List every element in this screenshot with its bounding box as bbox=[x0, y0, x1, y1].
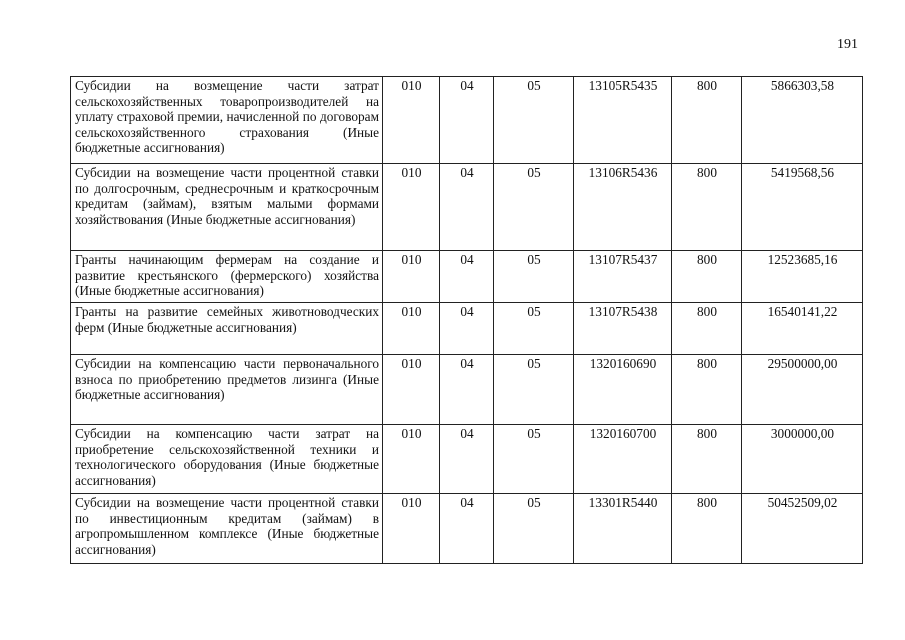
row-target-article: 13107R5437 bbox=[574, 251, 672, 303]
row-expense-type: 800 bbox=[672, 164, 742, 251]
row-amount: 16540141,22 bbox=[742, 303, 863, 355]
row-description: Субсидии на компенсацию части затрат на приобретение сельскохозяйственной техники и технологического оборудования (Иные бюджетные ассигнования) bbox=[71, 425, 383, 494]
row-subsection-code: 05 bbox=[494, 425, 574, 494]
row-ministry-code: 010 bbox=[383, 494, 440, 564]
row-ministry-code: 010 bbox=[383, 251, 440, 303]
table-row bbox=[71, 494, 863, 564]
row-expense-type: 800 bbox=[672, 494, 742, 564]
table-row bbox=[71, 355, 863, 425]
table-row bbox=[71, 425, 863, 494]
row-target-article: 13105R5435 bbox=[574, 77, 672, 164]
row-subsection-code: 05 bbox=[494, 355, 574, 425]
row-description: Субсидии на возмещение части процентной ставки по долгосрочным, среднесрочным и краткосрочным кредитам (займам), взятым малыми формами хозяйствования (Иные бюджетные ассигнования) bbox=[71, 164, 383, 251]
table-row bbox=[71, 77, 863, 164]
row-subsection-code: 05 bbox=[494, 494, 574, 564]
row-expense-type: 800 bbox=[672, 303, 742, 355]
row-subsection-code: 05 bbox=[494, 251, 574, 303]
row-target-article: 1320160700 bbox=[574, 425, 672, 494]
row-target-article: 13301R5440 bbox=[574, 494, 672, 564]
row-subsection-code: 05 bbox=[494, 77, 574, 164]
row-section-code: 04 bbox=[440, 164, 494, 251]
row-target-article: 13106R5436 bbox=[574, 164, 672, 251]
row-subsection-code: 05 bbox=[494, 164, 574, 251]
row-section-code: 04 bbox=[440, 355, 494, 425]
row-description: Гранты начинающим фермерам на создание и развитие крестьянского (фермерского) хозяйства (Иные бюджетные ассигнования) bbox=[71, 251, 383, 303]
row-ministry-code: 010 bbox=[383, 425, 440, 494]
row-section-code: 04 bbox=[440, 494, 494, 564]
row-ministry-code: 010 bbox=[383, 303, 440, 355]
row-description: Субсидии на компенсацию части первоначального взноса по приобретению предметов лизинга (Иные бюджетные ассигнования) bbox=[71, 355, 383, 425]
row-amount: 50452509,02 bbox=[742, 494, 863, 564]
row-section-code: 04 bbox=[440, 77, 494, 164]
row-ministry-code: 010 bbox=[383, 77, 440, 164]
row-section-code: 04 bbox=[440, 425, 494, 494]
row-amount: 29500000,00 bbox=[742, 355, 863, 425]
row-expense-type: 800 bbox=[672, 425, 742, 494]
table-row bbox=[71, 251, 863, 303]
budget-table bbox=[70, 76, 863, 564]
row-amount: 5419568,56 bbox=[742, 164, 863, 251]
row-target-article: 1320160690 bbox=[574, 355, 672, 425]
table-row bbox=[71, 164, 863, 251]
row-description: Субсидии на возмещение части затрат сельскохозяйственных товаропроизводителей на уплату страховой премии, начисленной по договорам сельскохозяйственного страхования (Иные бюджетные ассигнования) bbox=[71, 77, 383, 164]
row-amount: 3000000,00 bbox=[742, 425, 863, 494]
row-description: Субсидии на возмещение части процентной ставки по инвестиционным кредитам (займам) в агропромышленном комплексе (Иные бюджетные ассигнования) bbox=[71, 494, 383, 564]
page-number: 191 bbox=[837, 37, 858, 52]
row-expense-type: 800 bbox=[672, 251, 742, 303]
row-expense-type: 800 bbox=[672, 355, 742, 425]
row-target-article: 13107R5438 bbox=[574, 303, 672, 355]
row-description: Гранты на развитие семейных животноводческих ферм (Иные бюджетные ассигнования) bbox=[71, 303, 383, 355]
row-ministry-code: 010 bbox=[383, 164, 440, 251]
row-section-code: 04 bbox=[440, 251, 494, 303]
row-amount: 5866303,58 bbox=[742, 77, 863, 164]
row-amount: 12523685,16 bbox=[742, 251, 863, 303]
table-row bbox=[71, 303, 863, 355]
row-subsection-code: 05 bbox=[494, 303, 574, 355]
row-section-code: 04 bbox=[440, 303, 494, 355]
row-ministry-code: 010 bbox=[383, 355, 440, 425]
row-expense-type: 800 bbox=[672, 77, 742, 164]
